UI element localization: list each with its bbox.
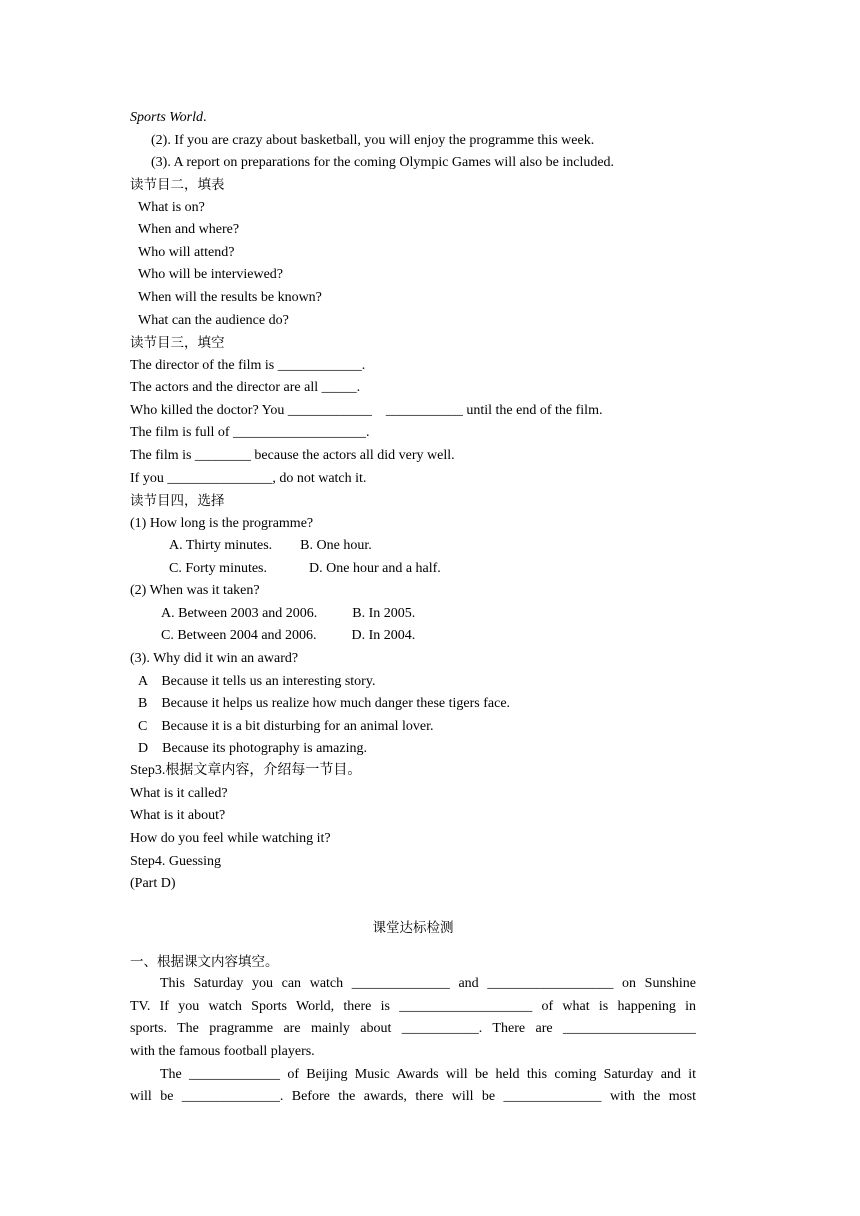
p4-q3-option: C Because it is a bit disturbing for an animal lover. — [138, 719, 434, 734]
p2-question: What is on? — [138, 200, 205, 215]
sentence-3: (3). A report on preparations for the coming Olympic Games will also be included. — [151, 155, 615, 170]
para1-line: TV. If you watch Sports World, there is ___________________ of what is happening in — [130, 999, 696, 1014]
para1-line: sports. The pragramme are mainly about ___________. There are ___________________ — [130, 1021, 696, 1036]
para1-line: with the famous football players. — [130, 1044, 315, 1059]
p4-q1-options-row: A. Thirty minutes. B. One hour. — [169, 538, 372, 553]
p3-blank-line: The film is ________ because the actors all did very well. — [130, 448, 455, 463]
step3-question: What is it about? — [130, 808, 226, 823]
step4-part: (Part D) — [130, 876, 176, 891]
check-section-subheading: 一、根据课文内容填空。 — [130, 954, 279, 970]
p2-question: Who will attend? — [138, 245, 235, 260]
p4-q3-option: D Because its photography is amazing. — [138, 741, 368, 756]
p3-blank-line: The film is full of ___________________. — [130, 425, 370, 440]
sports-world-line — [130, 108, 207, 128]
p4-q1-options-row: C. Forty minutes. D. One hour and a half. — [169, 561, 441, 576]
sentence-2: (2). If you are crazy about basketball, you will enjoy the programme this week. — [151, 133, 595, 148]
check-section-title: 课堂达标检测 — [372, 920, 454, 936]
title-period: . — [203, 110, 207, 125]
p4-q3-option: B Because it helps us realize how much danger these tigers face. — [138, 696, 511, 711]
p4-q1-question: (1) How long is the programme? — [130, 516, 314, 531]
p2-question: When will the results be known? — [138, 290, 322, 305]
p2-question: Who will be interviewed? — [138, 267, 284, 282]
p4-q3-option: A Because it tells us an interesting story. — [138, 674, 376, 689]
italic-title: Sports World — [130, 110, 204, 125]
programme-four-heading: 读节目四，选择 — [130, 493, 225, 509]
p4-q2-options-row: C. Between 2004 and 2006. D. In 2004. — [161, 628, 416, 643]
p3-blank-line: Who killed the doctor? You ____________ ___________ until the end of the film. — [130, 403, 603, 418]
para2-line: will be ______________. Before the awards, there will be ______________ with the most — [130, 1089, 696, 1104]
step3-question: What is it called? — [130, 786, 228, 801]
step3-heading — [130, 761, 361, 781]
step3-question: How do you feel while watching it? — [130, 831, 331, 846]
p3-blank-line: The director of the film is ____________. — [130, 358, 366, 373]
para1-line: This Saturday you can watch ______________ and __________________ on Sunshine — [160, 976, 696, 991]
programme-two-heading: 读节目二，填表 — [130, 177, 225, 193]
p4-q2-question: (2) When was it taken? — [130, 583, 260, 598]
para2-line: The _____________ of Beijing Music Awards will be held this coming Saturday and it — [160, 1067, 696, 1082]
p2-question: When and where? — [138, 222, 240, 237]
p3-blank-line: The actors and the director are all _____. — [130, 380, 361, 395]
p2-question: What can the audience do? — [138, 313, 289, 328]
step4-heading: Step4. Guessing — [130, 854, 221, 869]
programme-three-heading: 读节目三，填空 — [130, 335, 225, 351]
p4-q2-options-row: A. Between 2003 and 2006. B. In 2005. — [161, 606, 416, 621]
step3-heading-text: Step3.根据文章内容，介绍每一节目。 — [130, 763, 362, 778]
p3-blank-line: If you _______________, do not watch it. — [130, 471, 367, 486]
p4-q3-question: (3). Why did it win an award? — [130, 651, 299, 666]
